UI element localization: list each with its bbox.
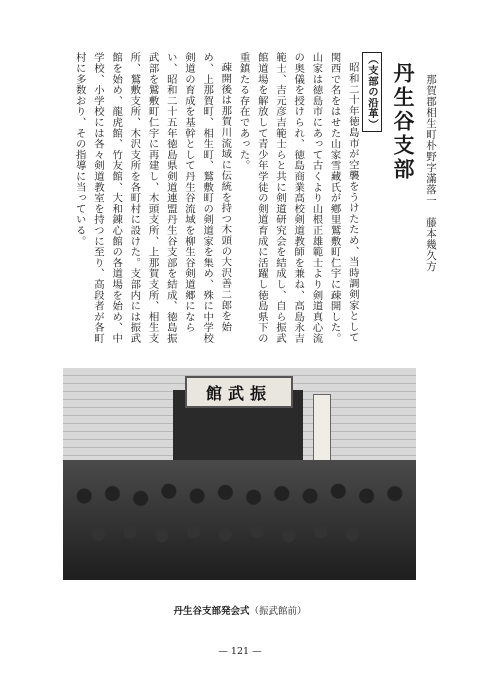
group-photo bbox=[63, 368, 416, 580]
caption-title: 丹生谷支部発会式 bbox=[173, 606, 250, 617]
caption-location: （振武館前） bbox=[249, 606, 307, 617]
section-heading: （支部の沿革） bbox=[362, 52, 382, 132]
group-of-people bbox=[63, 460, 416, 580]
dojo-sign: 館武振 bbox=[185, 376, 293, 408]
paragraph-1: 昭和二十年徳島市が空襲をうけたため、当時調剣家として関西で名をはせた山家雪藏氏が鄕里鷲敷町仁宇に疎開した。山家は徳島市にあって古くより山根正雄範士より剣道真心流の奥儀を授けられ、徳島商業高校剣道教師を兼ね、高島永吉範士、吉元彦吉範士らと共に剣道研究会を結成し、自ら振武館道場を解放して青少年学徒の剣道育成に活躍し徳島県下の重鎮たる存在であった。 bbox=[237, 52, 359, 344]
article-author: 那賀郡相生町朴野字滿落一 藤本幾久方 bbox=[425, 74, 437, 272]
photo-caption bbox=[0, 603, 480, 617]
article-body bbox=[52, 52, 382, 352]
paragraph-2: 疎開後は那賀川流域に伝統を持つ木頭の大沢善二郎を始め、上那賀町、相生町、鷲敷町の剣道家を集め、殊に中学校剣道の育成を基幹として丹生谷流域を柳生谷剣道郷にならい、昭和二十五年徳島県剣道連盟丹生谷支部を結成、徳島振武部を鷲敷町仁宇に再建し、木頭支所、上那賀支所、相生支所、鷲敷支所、木沢支所を各町村に設けた。支部内には振武館を始め、龍虎館、竹友館、大和錬心館の各道場を始め、中学校、小学校には各々剣道教室を持つに至り、高段者が各町村に多数おり、その指導に当っている。 bbox=[73, 52, 232, 344]
article-title: 丹生谷支部 bbox=[391, 62, 415, 182]
page-number: — 121 — bbox=[218, 646, 262, 657]
